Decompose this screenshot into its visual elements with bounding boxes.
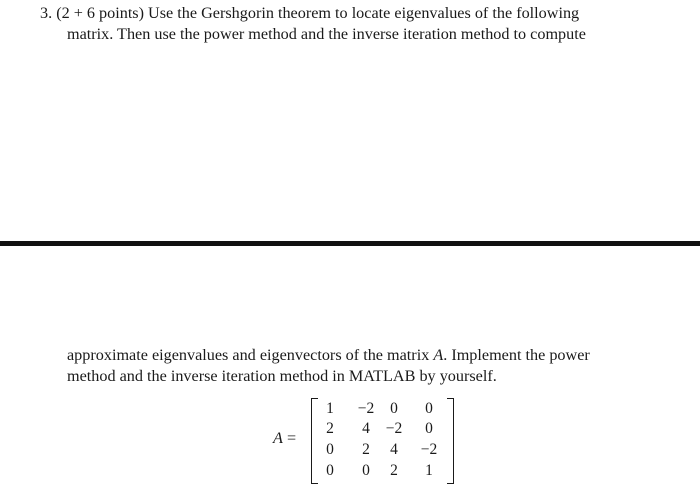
matrix-cell: 2 xyxy=(326,420,334,437)
problem-statement-line-1: 3. (2 + 6 points) Use the Gershgorin theorem to locate eigenvalues of the following xyxy=(40,4,580,22)
matrix-cell: 2 xyxy=(390,462,398,479)
matrix-cell: 2 xyxy=(362,441,370,458)
matrix-cell: −2 xyxy=(357,400,375,417)
matrix-equation-label xyxy=(273,429,296,448)
problem-statement-line-2: matrix. Then use the power method and the inverse iteration method to compute xyxy=(67,25,586,43)
problem-statement-line-3 xyxy=(67,345,590,365)
matrix-cell: 1 xyxy=(326,400,334,417)
matrix-cell: 0 xyxy=(425,420,433,437)
line-3-text-start: approximate eigenvalues and eigenvectors of the matrix xyxy=(67,346,434,364)
matrix-variable: A xyxy=(273,429,283,447)
line-3-text-end: . Implement the power xyxy=(443,346,590,364)
page-divider xyxy=(0,241,700,246)
matrix-cell: 0 xyxy=(362,462,370,479)
matrix-cell: 0 xyxy=(326,441,334,458)
matrix-cell: 4 xyxy=(362,420,370,437)
equals-sign: = xyxy=(282,429,297,447)
matrix-cell: 4 xyxy=(390,441,398,458)
matrix-cell: 0 xyxy=(390,400,398,417)
matrix-cell: −2 xyxy=(420,441,438,458)
matrix-right-bracket xyxy=(447,398,454,484)
matrix-cell: 0 xyxy=(326,462,334,479)
matrix-cell: 0 xyxy=(425,400,433,417)
problem-statement-line-4: method and the inverse iteration method in MATLAB by yourself. xyxy=(67,367,497,385)
matrix-cell: −2 xyxy=(385,420,403,437)
matrix-variable-inline: A xyxy=(433,346,444,364)
matrix-cell: 1 xyxy=(425,462,433,479)
